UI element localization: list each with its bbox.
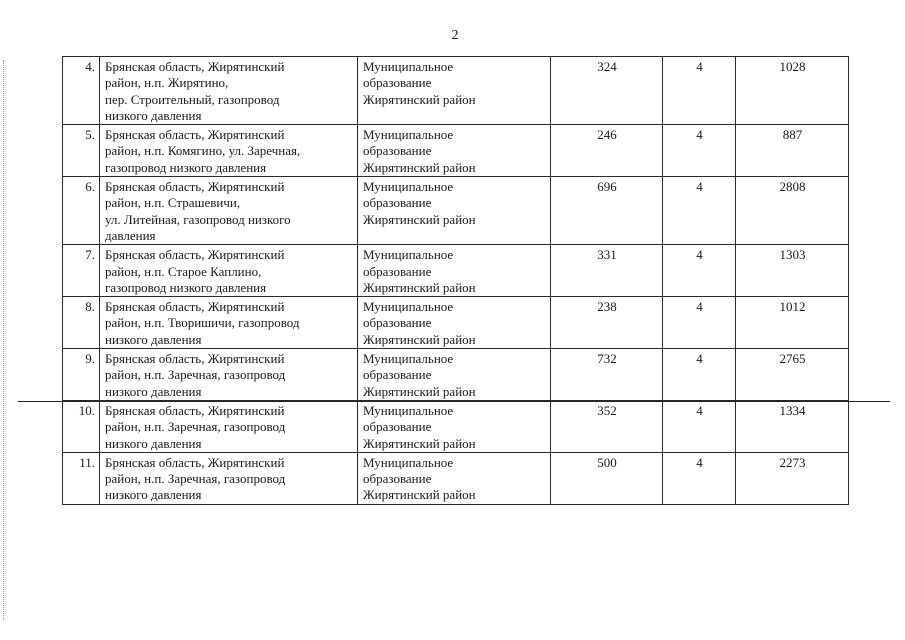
owner-cell [358, 400, 551, 452]
value-cell-1: 696 [551, 177, 663, 245]
owner-line: образование [363, 195, 432, 211]
address-line: низкого давления [105, 107, 202, 123]
value-cell-3: 1303 [736, 245, 849, 297]
owner-line: Жирятинский район [363, 279, 476, 295]
owner-line: Муниципальное [363, 454, 454, 470]
value-cell-2: 4 [663, 349, 736, 401]
value-cell-1: 246 [551, 125, 663, 177]
value-cell-3: 1334 [736, 400, 849, 452]
row-number-cell: 5. [63, 125, 100, 177]
address-cell [100, 245, 358, 297]
address-line: район, н.п. Заречная, газопровод [105, 367, 286, 383]
address-line: Брянская область, Жирятинский [105, 247, 285, 263]
address-line: Брянская область, Жирятинский [105, 59, 285, 74]
table-row [63, 245, 849, 297]
table-row [63, 177, 849, 245]
owner-line: Муниципальное [363, 299, 454, 315]
value-cell-1: 352 [551, 400, 663, 452]
address-line: район, н.п. Жирятино, [105, 75, 229, 91]
owner-line: Муниципальное [363, 59, 454, 74]
owner-line: образование [363, 263, 432, 279]
value-cell-2: 4 [663, 297, 736, 349]
address-line: ул. Литейная, газопровод низкого [105, 211, 291, 227]
owner-line: образование [363, 315, 432, 331]
value-cell-2: 4 [663, 245, 736, 297]
value-cell-2: 4 [663, 452, 736, 504]
address-line: низкого давления [105, 331, 202, 347]
owner-line: Жирятинский район [363, 383, 476, 399]
owner-cell [358, 177, 551, 245]
address-cell [100, 400, 358, 452]
owner-line: Жирятинский район [363, 435, 476, 451]
owner-cell [358, 125, 551, 177]
value-cell-3: 2765 [736, 349, 849, 401]
owner-line: Муниципальное [363, 351, 454, 367]
row-number-cell: 7. [63, 245, 100, 297]
owner-line: Жирятинский район [363, 331, 476, 347]
address-line: низкого давления [105, 487, 202, 503]
value-cell-1: 324 [551, 57, 663, 125]
address-line: район, н.п. Старое Каплино, [105, 263, 262, 279]
table-row [63, 349, 849, 401]
owner-line: Жирятинский район [363, 159, 476, 175]
value-cell-2: 4 [663, 177, 736, 245]
value-cell-1: 732 [551, 349, 663, 401]
address-line: газопровод низкого давления [105, 159, 267, 175]
address-line: Брянская область, Жирятинский [105, 127, 285, 143]
value-cell-1: 500 [551, 452, 663, 504]
owner-line: Жирятинский район [363, 487, 476, 503]
table-row [63, 452, 849, 504]
value-cell-3: 2808 [736, 177, 849, 245]
value-cell-3: 887 [736, 125, 849, 177]
address-line: низкого давления [105, 383, 202, 399]
address-cell [100, 177, 358, 245]
value-cell-1: 238 [551, 297, 663, 349]
row-number-cell: 6. [63, 177, 100, 245]
address-line: Брянская область, Жирятинский [105, 402, 285, 418]
owner-line: образование [363, 75, 432, 91]
address-line: Брянская область, Жирятинский [105, 179, 285, 195]
owner-line: Муниципальное [363, 247, 454, 263]
table-row [63, 57, 849, 125]
address-line: район, н.п. Творишичи, газопровод [105, 315, 300, 331]
owner-line: Муниципальное [363, 127, 454, 143]
owner-line: образование [363, 143, 432, 159]
owner-line: Муниципальное [363, 402, 454, 418]
address-line: район, н.п. Страшевичи, [105, 195, 241, 211]
value-cell-2: 4 [663, 57, 736, 125]
address-cell [100, 297, 358, 349]
address-line: газопровод низкого давления [105, 279, 267, 295]
owner-line: образование [363, 419, 432, 435]
address-line: Брянская область, Жирятинский [105, 299, 285, 315]
row-number-cell: 10. [63, 400, 100, 452]
address-cell [100, 125, 358, 177]
address-line: район, н.п. Заречная, газопровод [105, 471, 286, 487]
owner-line: Жирятинский район [363, 91, 476, 107]
owner-cell [358, 245, 551, 297]
row-number-cell: 9. [63, 349, 100, 401]
scan-artifact-line [18, 401, 890, 402]
owner-line: Жирятинский район [363, 211, 476, 227]
row-number-cell: 8. [63, 297, 100, 349]
row-number-cell: 4. [63, 57, 100, 125]
table-row [63, 400, 849, 452]
table-row [63, 297, 849, 349]
address-cell [100, 349, 358, 401]
value-cell-3: 1012 [736, 297, 849, 349]
address-line: Брянская область, Жирятинский [105, 351, 285, 367]
owner-cell [358, 57, 551, 125]
address-line: низкого давления [105, 435, 202, 451]
owner-cell [358, 297, 551, 349]
address-line: район, н.п. Комягино, ул. Заречная, [105, 143, 301, 159]
address-cell [100, 57, 358, 125]
address-line: район, н.п. Заречная, газопровод [105, 419, 286, 435]
address-cell [100, 452, 358, 504]
owner-line: Муниципальное [363, 179, 454, 195]
value-cell-3: 2273 [736, 452, 849, 504]
owner-cell [358, 452, 551, 504]
value-cell-2: 4 [663, 400, 736, 452]
value-cell-1: 331 [551, 245, 663, 297]
objects-table [62, 56, 849, 505]
table-row [63, 125, 849, 177]
table-body [63, 57, 849, 505]
value-cell-3: 1028 [736, 57, 849, 125]
owner-line: образование [363, 367, 432, 383]
value-cell-2: 4 [663, 125, 736, 177]
address-line: пер. Строительный, газопровод [105, 91, 280, 107]
address-line: Брянская область, Жирятинский [105, 454, 285, 470]
owner-line: образование [363, 471, 432, 487]
owner-cell [358, 349, 551, 401]
scan-left-edge [3, 60, 4, 620]
row-number-cell: 11. [63, 452, 100, 504]
page-number: 2 [451, 28, 459, 43]
address-line: давления [105, 227, 156, 243]
